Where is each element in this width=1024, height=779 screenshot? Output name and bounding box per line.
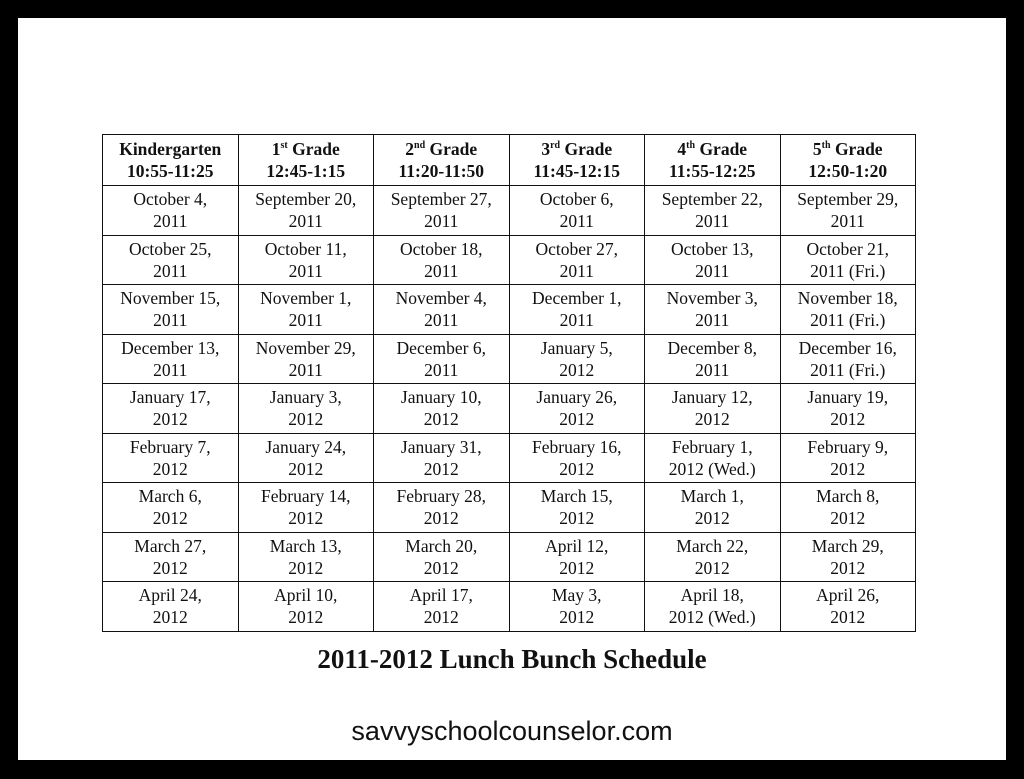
- date-line: April 17,: [409, 585, 473, 606]
- header-time: 12:45-1:15: [266, 161, 346, 181]
- date-line: November 1,: [260, 288, 352, 309]
- year-line: 2012: [559, 409, 595, 430]
- header-grade-3: [509, 135, 645, 186]
- date-line: October 11,: [264, 238, 347, 259]
- date-line: January 10,: [400, 387, 482, 408]
- header-grade-1: [238, 135, 374, 186]
- date-line: April 18,: [680, 585, 744, 606]
- year-line: 2012: [830, 409, 866, 430]
- date-cell: [103, 334, 239, 384]
- date-cell: [509, 433, 645, 483]
- date-cell: [103, 532, 239, 582]
- year-line: 2011: [424, 211, 459, 232]
- date-line: January 26,: [536, 387, 618, 408]
- date-cell: [645, 483, 781, 533]
- header-label: 3rd Grade: [541, 139, 613, 159]
- date-cell: [238, 334, 374, 384]
- header-label: Kindergarten: [119, 139, 222, 159]
- date-line: December 8,: [667, 337, 757, 358]
- date-line: April 10,: [274, 585, 338, 606]
- date-cell: [103, 186, 239, 236]
- year-line: 2011 (Fri.): [810, 310, 886, 331]
- date-line: October 18,: [399, 238, 483, 259]
- header-time: 11:55-12:25: [668, 161, 756, 181]
- header-time: 11:20-11:50: [398, 161, 485, 181]
- date-cell: [103, 483, 239, 533]
- date-cell: [103, 582, 239, 632]
- year-line: 2011: [153, 310, 188, 331]
- year-line: 2011: [288, 260, 323, 281]
- date-cell: [238, 186, 374, 236]
- year-line: 2012: [830, 508, 866, 529]
- table-row: [103, 532, 916, 582]
- year-line: 2012: [830, 557, 866, 578]
- table-row: [103, 582, 916, 632]
- year-line: 2012: [288, 607, 324, 628]
- year-line: 2011: [830, 211, 865, 232]
- date-line: January 3,: [269, 387, 342, 408]
- date-line: October 4,: [133, 189, 208, 210]
- header-label: 2nd Grade: [405, 139, 478, 159]
- date-line: October 6,: [539, 189, 614, 210]
- date-line: February 16,: [532, 436, 622, 457]
- year-line: 2011 (Fri.): [810, 359, 886, 380]
- date-line: December 1,: [532, 288, 622, 309]
- year-line: 2012: [423, 409, 459, 430]
- date-cell: [780, 532, 916, 582]
- date-line: January 24,: [265, 436, 347, 457]
- date-cell: [374, 334, 510, 384]
- date-line: March 1,: [680, 486, 744, 507]
- year-line: 2012: [152, 557, 188, 578]
- schedule-title: 2011-2012 Lunch Bunch Schedule: [317, 644, 707, 674]
- date-line: March 27,: [134, 535, 207, 556]
- table-row: [103, 235, 916, 285]
- date-cell: [103, 433, 239, 483]
- year-line: 2012: [559, 458, 595, 479]
- date-line: November 3,: [666, 288, 758, 309]
- date-line: September 29,: [797, 189, 899, 210]
- date-cell: [645, 186, 781, 236]
- date-cell: [645, 235, 781, 285]
- date-line: January 31,: [400, 436, 482, 457]
- document-page: [18, 18, 1006, 760]
- date-cell: [238, 532, 374, 582]
- date-line: March 8,: [816, 486, 880, 507]
- table-row: [103, 384, 916, 434]
- table-row: [103, 334, 916, 384]
- year-line: 2012: [559, 508, 595, 529]
- date-line: December 16,: [798, 337, 897, 358]
- date-line: October 21,: [806, 238, 890, 259]
- year-line: 2011: [695, 260, 730, 281]
- year-line: 2012: [288, 409, 324, 430]
- header-grade-4: [645, 135, 781, 186]
- date-cell: [103, 384, 239, 434]
- date-cell: [238, 384, 374, 434]
- year-line: 2011: [424, 310, 459, 331]
- year-line: 2011: [695, 211, 730, 232]
- year-line: 2012: [152, 409, 188, 430]
- header-label: 1st Grade: [271, 139, 340, 159]
- year-line: 2012 (Wed.): [668, 607, 756, 628]
- date-line: January 5,: [540, 337, 613, 358]
- header-grade-2: [374, 135, 510, 186]
- year-line: 2012: [830, 607, 866, 628]
- year-line: 2011: [695, 359, 730, 380]
- date-line: September 20,: [255, 189, 357, 210]
- year-line: 2012: [152, 607, 188, 628]
- date-line: November 15,: [120, 288, 221, 309]
- date-line: April 12,: [545, 535, 609, 556]
- date-line: December 6,: [396, 337, 486, 358]
- date-cell: [103, 285, 239, 335]
- date-cell: [509, 235, 645, 285]
- year-line: 2011: [424, 260, 459, 281]
- header-time: 11:45-12:15: [533, 161, 621, 181]
- year-line: 2011: [288, 359, 323, 380]
- header-row: [103, 135, 916, 186]
- date-line: March 6,: [138, 486, 202, 507]
- year-line: 2012: [423, 607, 459, 628]
- website-footer: savvyschoolcounselor.com: [351, 716, 673, 746]
- date-cell: [780, 582, 916, 632]
- date-line: November 4,: [395, 288, 487, 309]
- year-line: 2012: [288, 557, 324, 578]
- date-cell: [509, 582, 645, 632]
- year-line: 2012: [152, 508, 188, 529]
- date-cell: [374, 433, 510, 483]
- date-line: March 13,: [269, 535, 342, 556]
- date-cell: [780, 186, 916, 236]
- date-cell: [509, 532, 645, 582]
- year-line: 2012: [288, 458, 324, 479]
- date-cell: [238, 235, 374, 285]
- date-line: May 3,: [551, 585, 602, 606]
- date-cell: [374, 186, 510, 236]
- date-line: January 12,: [671, 387, 753, 408]
- year-line: 2011: [559, 310, 594, 331]
- year-line: 2012: [830, 458, 866, 479]
- date-line: February 7,: [129, 436, 211, 457]
- header-grade-5: [780, 135, 916, 186]
- date-line: September 22,: [661, 189, 763, 210]
- date-cell: [374, 582, 510, 632]
- table-row: [103, 433, 916, 483]
- date-cell: [780, 483, 916, 533]
- table-row: [103, 186, 916, 236]
- date-cell: [780, 334, 916, 384]
- date-line: January 19,: [807, 387, 889, 408]
- date-line: December 13,: [121, 337, 220, 358]
- date-line: January 17,: [129, 387, 211, 408]
- date-line: March 15,: [540, 486, 613, 507]
- year-line: 2012: [694, 409, 730, 430]
- header-kindergarten: [103, 135, 239, 186]
- year-line: 2012: [288, 508, 324, 529]
- date-cell: [645, 334, 781, 384]
- year-line: 2012: [559, 607, 595, 628]
- year-line: 2012: [423, 508, 459, 529]
- date-cell: [780, 384, 916, 434]
- table-row: [103, 285, 916, 335]
- date-cell: [374, 384, 510, 434]
- year-line: 2011: [559, 211, 594, 232]
- date-line: March 22,: [676, 535, 749, 556]
- date-cell: [645, 285, 781, 335]
- year-line: 2011: [695, 310, 730, 331]
- header-label: 4th Grade: [677, 139, 748, 159]
- date-line: February 1,: [671, 436, 753, 457]
- date-cell: [645, 582, 781, 632]
- date-cell: [374, 285, 510, 335]
- year-line: 2012: [423, 458, 459, 479]
- year-line: 2012: [559, 557, 595, 578]
- date-cell: [780, 235, 916, 285]
- lunch-schedule-table: [102, 134, 916, 632]
- date-cell: [509, 483, 645, 533]
- date-line: April 24,: [138, 585, 202, 606]
- year-line: 2011: [424, 359, 459, 380]
- year-line: 2012 (Wed.): [668, 458, 756, 479]
- date-cell: [374, 235, 510, 285]
- date-cell: [238, 285, 374, 335]
- year-line: 2011: [153, 359, 188, 380]
- date-line: March 29,: [811, 535, 884, 556]
- year-line: 2012: [694, 557, 730, 578]
- year-line: 2012: [694, 508, 730, 529]
- date-cell: [238, 433, 374, 483]
- date-line: November 29,: [255, 337, 356, 358]
- date-cell: [509, 384, 645, 434]
- year-line: 2011: [559, 260, 594, 281]
- date-line: October 13,: [670, 238, 754, 259]
- year-line: 2011: [153, 260, 188, 281]
- date-line: April 26,: [816, 585, 880, 606]
- date-cell: [509, 334, 645, 384]
- date-cell: [780, 433, 916, 483]
- table-row: [103, 483, 916, 533]
- date-cell: [103, 235, 239, 285]
- year-line: 2012: [423, 557, 459, 578]
- date-cell: [645, 384, 781, 434]
- date-line: February 28,: [396, 486, 486, 507]
- header-time: 12:50-1:20: [808, 161, 888, 181]
- year-line: 2011: [153, 211, 188, 232]
- date-line: February 9,: [807, 436, 889, 457]
- date-cell: [238, 582, 374, 632]
- date-cell: [509, 186, 645, 236]
- year-line: 2011 (Fri.): [810, 260, 886, 281]
- date-line: October 25,: [128, 238, 212, 259]
- date-line: October 27,: [535, 238, 619, 259]
- date-line: November 18,: [797, 288, 898, 309]
- year-line: 2011: [288, 310, 323, 331]
- date-line: September 27,: [390, 189, 492, 210]
- date-line: February 14,: [261, 486, 351, 507]
- year-line: 2012: [559, 359, 595, 380]
- header-label: 5th Grade: [812, 139, 883, 159]
- header-time: 10:55-11:25: [126, 161, 214, 181]
- date-cell: [780, 285, 916, 335]
- date-cell: [374, 532, 510, 582]
- date-line: March 20,: [405, 535, 478, 556]
- date-cell: [645, 532, 781, 582]
- date-cell: [509, 285, 645, 335]
- year-line: 2012: [152, 458, 188, 479]
- date-cell: [374, 483, 510, 533]
- date-cell: [645, 433, 781, 483]
- schedule-body: [103, 186, 916, 632]
- date-cell: [238, 483, 374, 533]
- year-line: 2011: [288, 211, 323, 232]
